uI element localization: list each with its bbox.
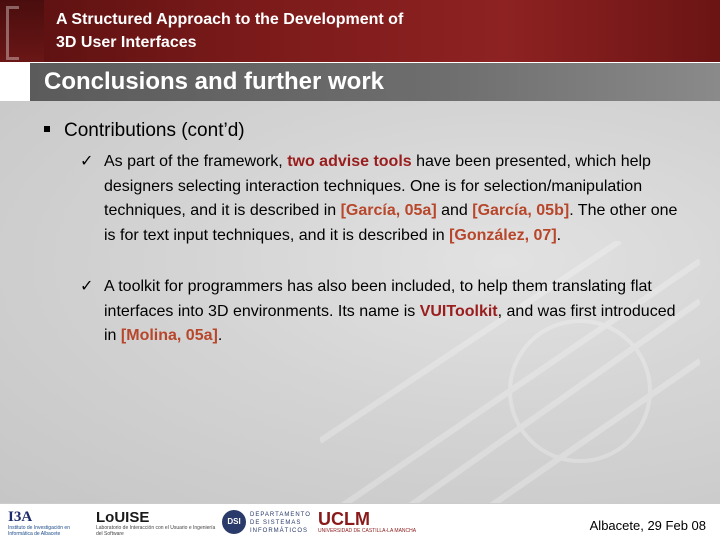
dsi-logo bbox=[222, 510, 312, 536]
highlight-text: VUIToolkit bbox=[419, 302, 498, 320]
text-run: and bbox=[436, 202, 473, 219]
text-run: have been presented, which help designers selecting interaction techniques. One is for selection/manipulation techniques, and it is described in bbox=[104, 153, 651, 219]
presentation-title bbox=[56, 8, 576, 54]
louise-logo bbox=[96, 510, 216, 536]
uclm-logo-subtext: UNIVERSIDAD DE CASTILLA-LA MANCHA bbox=[318, 528, 417, 534]
list-item-advise-tools bbox=[80, 150, 690, 248]
text-run: . bbox=[556, 226, 562, 244]
dsi-logo-subtext: DEPARTAMENTO DE SISTEMAS INFORMÁTICOS bbox=[250, 512, 311, 534]
i3a-logo-text: I3A bbox=[8, 509, 33, 525]
louise-logo-text: LoUISE bbox=[96, 509, 150, 526]
reference-gonzalez-07[interactable]: [González, 07] bbox=[449, 226, 557, 244]
list-item-text bbox=[104, 150, 690, 248]
text-run: A toolkit for programmers has also been included, to help them translating flat interfaces into 3D environments. Its name is bbox=[104, 278, 652, 320]
header-logo-mark bbox=[0, 0, 44, 62]
list-item-vuitoolkit bbox=[80, 275, 690, 349]
section-title: Conclusions and further work bbox=[44, 68, 385, 95]
i3a-logo-subtext: Instituto de Investigación en Informática de Albacete bbox=[8, 525, 70, 537]
title-line-2: 3D User Interfaces bbox=[56, 34, 197, 51]
checkmark-icon: ✓ bbox=[80, 278, 94, 295]
footer bbox=[0, 503, 720, 541]
footer-date: Albacete, 29 Feb 08 bbox=[589, 518, 706, 533]
text-run: . The other one is for text input techniques, and it is described in bbox=[104, 202, 678, 244]
text-run: , and was first introduced in bbox=[104, 302, 676, 344]
dsi-logo-badge: DSI bbox=[222, 510, 246, 534]
square-bullet-icon bbox=[44, 126, 50, 132]
reference-garcia-05a[interactable]: [García, 05a] bbox=[340, 202, 437, 219]
header-band bbox=[0, 0, 720, 62]
louise-logo-subtext: Laboratorio de Interacción con el Usuario e Ingeniería del Software bbox=[96, 525, 216, 537]
reference-garcia-05b[interactable]: [García, 05b] bbox=[472, 202, 570, 219]
checkmark-icon: ✓ bbox=[80, 153, 94, 170]
main-bullet-text: Contributions (cont’d) bbox=[64, 120, 245, 141]
text-run: As part of the framework, bbox=[104, 153, 288, 170]
uclm-logo-text: UCLM bbox=[318, 509, 370, 529]
text-run: . bbox=[217, 327, 223, 344]
uclm-logo bbox=[318, 510, 438, 536]
i3a-logo bbox=[8, 510, 90, 536]
highlight-text: two advise tools bbox=[287, 153, 412, 170]
main-bullet bbox=[44, 120, 245, 142]
list-item-text bbox=[104, 275, 690, 349]
section-band bbox=[30, 63, 720, 101]
reference-molina-05a[interactable]: [Molina, 05a] bbox=[120, 327, 218, 344]
title-line-1: A Structured Approach to the Development of bbox=[56, 11, 404, 28]
